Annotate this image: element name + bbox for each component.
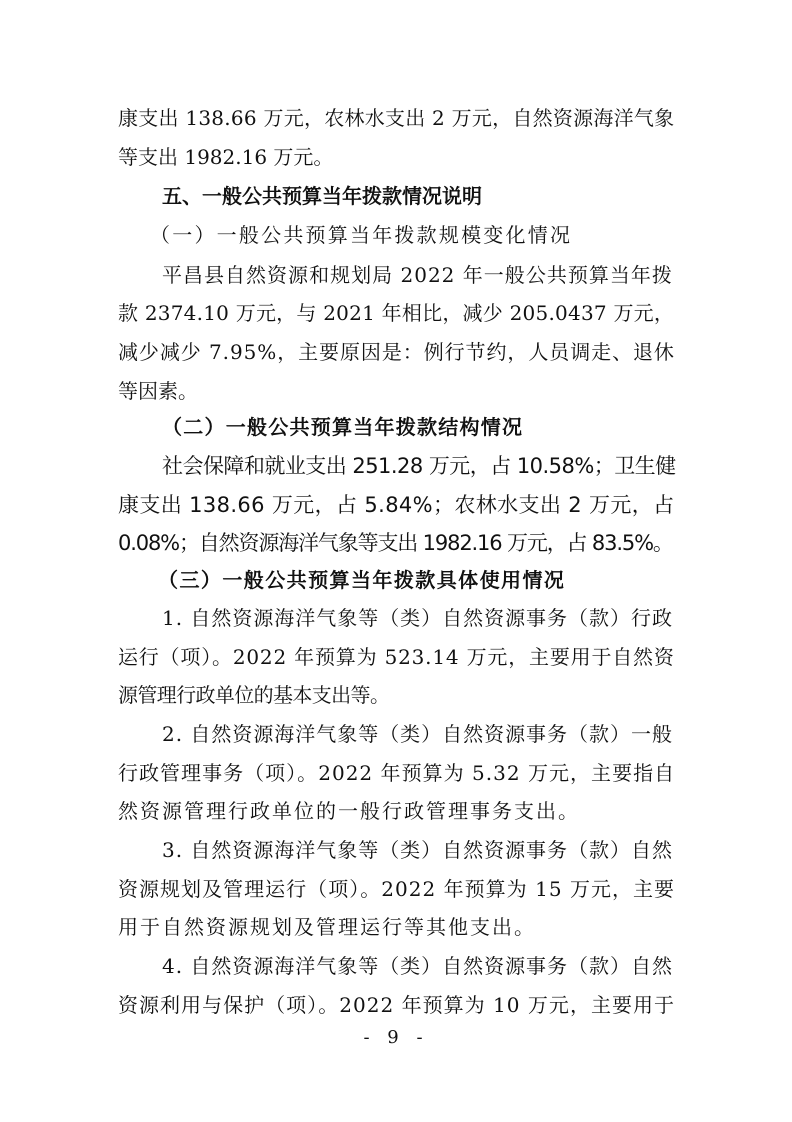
line-text: 等支出 1982.16 万元。 bbox=[118, 145, 334, 169]
subsection-heading bbox=[158, 567, 678, 593]
text-line bbox=[118, 682, 688, 708]
text-line bbox=[118, 300, 688, 326]
line-text: 1. 自然资源海洋气象等（类）自然资源事务（款）行政 bbox=[162, 606, 673, 630]
heading-text: （二）一般公共预算当年拨款结构情况 bbox=[162, 415, 524, 439]
text-line bbox=[118, 992, 688, 1018]
text-line bbox=[118, 914, 688, 940]
text-line bbox=[118, 105, 678, 131]
text-line bbox=[162, 953, 682, 979]
text-line bbox=[118, 530, 688, 556]
line-text: 康支出 138.66 万元，农林水支出 2 万元，自然资源海洋气象 bbox=[118, 106, 675, 130]
heading-text: 五、一般公共预算当年拨款情况说明 bbox=[162, 184, 482, 208]
text-line bbox=[118, 144, 678, 170]
line-text: 用于自然资源规划及管理运行等其他支出。 bbox=[118, 915, 536, 939]
line-text: 2. 自然资源海洋气象等（类）自然资源事务（款）一般 bbox=[162, 722, 673, 746]
line-text: 资源利用与保护（项）。2022 年预算为 10 万元，主要用于 bbox=[118, 993, 676, 1017]
text-line bbox=[118, 492, 688, 518]
text-line bbox=[118, 760, 688, 786]
line-text: 减少减少 7.95%，主要原因是：例行节约，人员调走、退休 bbox=[118, 340, 675, 364]
text-line bbox=[162, 605, 682, 631]
text-line bbox=[118, 339, 688, 365]
subsection-heading bbox=[150, 222, 690, 248]
heading-text: （三）一般公共预算当年拨款具体使用情况 bbox=[158, 568, 566, 592]
line-text: 平昌县自然资源和规划局 2022 年一般公共预算当年拨 bbox=[162, 263, 673, 287]
line-text: 运行（项）。2022 年预算为 523.14 万元，主要用于自然资 bbox=[118, 645, 675, 669]
line-text: 0.08%；自然资源海洋气象等支出 1982.16 万元，占 83.5%。 bbox=[118, 531, 673, 555]
line-text: 源管理行政单位的基本支出等。 bbox=[118, 683, 390, 707]
subsection-heading bbox=[162, 414, 682, 440]
text-line bbox=[118, 876, 688, 902]
text-line bbox=[162, 837, 682, 863]
line-text: 3. 自然资源海洋气象等（类）自然资源事务（款）自然 bbox=[162, 838, 673, 862]
line-text: 然资源管理行政单位的一般行政管理事务支出。 bbox=[118, 799, 580, 823]
text-line bbox=[118, 378, 418, 404]
text-line bbox=[162, 453, 682, 479]
text-line bbox=[162, 721, 682, 747]
line-text: 康支出 138.66 万元，占 5.84%；农林水支出 2 万元，占 bbox=[118, 493, 675, 517]
line-text: 4. 自然资源海洋气象等（类）自然资源事务（款）自然 bbox=[162, 954, 673, 978]
line-text: 社会保障和就业支出 251.28 万元，占 10.58%；卫生健 bbox=[162, 454, 676, 478]
text-line bbox=[118, 644, 688, 670]
line-text: 行政管理事务（项）。2022 年预算为 5.32 万元，主要指自 bbox=[118, 761, 676, 785]
line-text: 款 2374.10 万元，与 2021 年相比，减少 205.0437 万元， bbox=[118, 301, 675, 325]
text-line bbox=[162, 262, 682, 288]
line-text: 资源规划及管理运行（项）。2022 年预算为 15 万元，主要 bbox=[118, 877, 676, 901]
line-text: 等因素。 bbox=[118, 379, 198, 403]
heading-text: （一）一般公共预算当年拨款规模变化情况 bbox=[150, 223, 573, 247]
page-number: - 9 - bbox=[363, 1027, 429, 1048]
text-line bbox=[118, 798, 688, 824]
section-heading bbox=[162, 183, 682, 209]
